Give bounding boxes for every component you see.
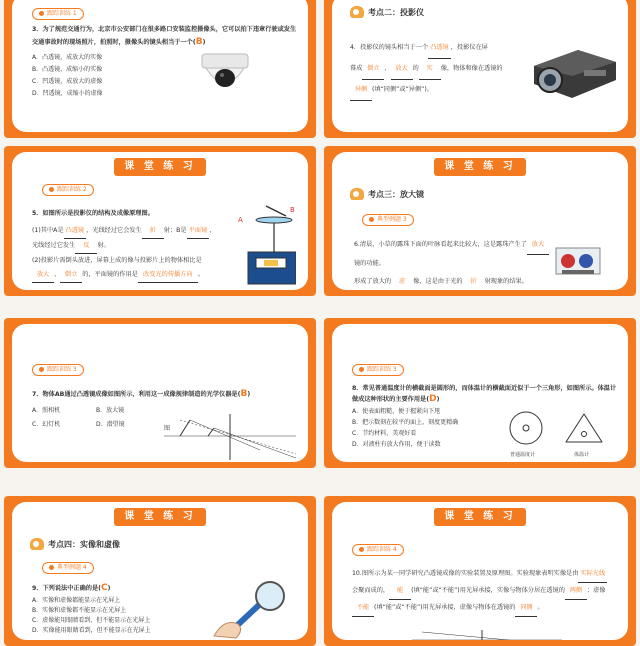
answer-blank: 放大	[527, 236, 549, 255]
lens-ray-diagram	[160, 410, 300, 462]
question-text	[352, 384, 622, 405]
text-run: 形成了放大的	[354, 278, 392, 285]
section-tag: 跟踪训练 1	[32, 8, 84, 20]
projector-image	[528, 36, 620, 106]
answer-blank: 异侧	[350, 80, 372, 101]
answer-blank: 放大	[32, 268, 54, 283]
option-item: A．照相机	[32, 407, 61, 414]
section-heading	[350, 188, 424, 200]
text-run: (2)投影片需倒头放进，屏幕上成的像与投影片上的物体相比是	[32, 257, 202, 264]
text-run: 光线经过它发生	[32, 242, 76, 249]
text-run: (填“同侧”或“异侧”)。	[372, 86, 433, 93]
thermometer-cross-sections	[496, 408, 624, 460]
text-run: 射。	[97, 242, 110, 249]
question-text	[352, 566, 628, 617]
question-body: 9．下列说法中正确的是(	[32, 585, 102, 592]
answer-blank: 实际光线	[578, 566, 607, 583]
section-heading	[30, 538, 120, 550]
question-text	[32, 388, 308, 401]
section-tag: 跟踪训练 2	[42, 184, 94, 196]
answer-blank: 凸透镜	[428, 38, 451, 59]
text-run: ，光线经过它会发生	[86, 227, 142, 234]
magnifier-hand-image	[208, 578, 300, 640]
camera-dome-image	[198, 52, 252, 96]
label-b: B	[290, 206, 295, 214]
heading-text: 考点三：放大镜	[368, 189, 424, 199]
option-list	[352, 406, 458, 450]
answer-blank: 实	[419, 59, 441, 80]
question-body: 8．常见普通温度计的横截面是圆形的，而体温计的横截面近似于一个三角形，如图所示。体温计做成这种形状的主要作用是(	[352, 385, 617, 403]
answer-blank: 倒立	[60, 268, 82, 283]
option-item: D．潜望镜	[96, 421, 125, 428]
text-run: ，投影仪在屏	[450, 44, 488, 51]
text-run: 。	[537, 604, 544, 611]
section-heading	[350, 6, 424, 18]
option-list	[32, 404, 160, 432]
question-close: )	[107, 585, 111, 592]
slide-card	[332, 502, 628, 640]
projector-diagram	[234, 198, 296, 288]
section-tag: 跟踪训练 3	[32, 364, 84, 376]
answer-blank: 不能	[352, 600, 374, 617]
text-run: 、	[54, 271, 61, 278]
question-text	[354, 236, 554, 290]
lightbulb-icon	[350, 188, 364, 200]
question-text	[32, 24, 302, 49]
slide-6[interactable]	[324, 318, 636, 468]
option-item: D．凹透镜，成缩小的虚像	[32, 90, 103, 97]
text-run: ；虚像	[586, 587, 606, 594]
text-run: 像，这是由于光的	[413, 278, 463, 285]
answer-mark: D	[429, 394, 437, 404]
answer-mark: C	[101, 583, 108, 593]
option-item: B．实像和虚像都不能显示在光屏上	[32, 607, 127, 614]
option-item: B．放大镜	[96, 407, 125, 414]
magnifier-image	[554, 244, 602, 278]
question-text	[32, 582, 110, 595]
slide-7[interactable]	[4, 496, 316, 646]
text-run: 、	[384, 65, 391, 72]
option-item: A．凸透镜，成放大的实像	[32, 54, 103, 61]
text-run: 6.清晨，小草的露珠下面的叶脉看起来比较大，这是露珠产生了	[354, 241, 527, 248]
slide-card	[12, 152, 308, 290]
slide-card	[12, 0, 308, 132]
question-body: 7．物体AB通过凸透镜成像如图所示，利用这一成像规律制造的光学仪器是(	[32, 391, 241, 398]
text-run: 射现象的结果。	[484, 278, 528, 285]
section-tag: 典型例题 4	[42, 562, 94, 574]
slide-card	[12, 324, 308, 462]
option-item: C．虚像能用眼睛看到，但不能显示在光屏上	[32, 617, 151, 624]
question-text: 5．如图所示是投影仪的结构及成像原理图。	[32, 210, 154, 217]
answer-blank: 折	[463, 273, 485, 290]
answer-text	[32, 224, 242, 283]
answer-blank: 虚	[391, 273, 413, 290]
lens-setup-diagram	[412, 630, 562, 640]
question-text	[350, 38, 520, 101]
slide-1[interactable]	[4, 0, 316, 138]
answer-blank: 反	[75, 239, 97, 254]
lightbulb-icon	[30, 538, 44, 550]
text-run: (填“能”或“不能”)用光屏承接，实像与物体分居在透镜的	[411, 587, 565, 594]
option-item: B．把示数刻在较平的面上，刻度更精确	[352, 419, 459, 426]
slide-banner: 课 堂 练 习	[114, 508, 206, 526]
slide-3[interactable]	[4, 146, 316, 296]
text-run: 会聚而成的，	[352, 587, 390, 594]
question-body: 3．为了规范交通行为，北京市公安部门在很多路口安装监控摄像头，它可以拍下违章行驶或发生交通事故时的现场照片，拍照时，摄像头的镜头相当于一个(	[32, 26, 297, 46]
text-run: 幕成	[350, 65, 363, 72]
answer-blank: 凸透镜	[64, 224, 87, 239]
answer-blank: 折	[142, 224, 164, 239]
slide-5[interactable]	[4, 318, 316, 468]
answer-mark: B	[240, 389, 248, 399]
text-run: (填“能”或“不能”)用光屏承接，虚像与物体在透镜的	[374, 604, 516, 611]
answer-blank: 两侧	[565, 583, 587, 600]
option-item: D．对液柱有放大作用，便于读数	[352, 441, 441, 448]
answer-blank: 倒立	[362, 59, 384, 80]
option-list	[32, 596, 151, 636]
figure-label: 图	[164, 425, 171, 432]
slide-card	[332, 0, 628, 132]
option-item: A．实像和虚像都能显示在光屏上	[32, 597, 121, 604]
text-run: 10.图所示为某一同学研究凸透镜成像的实验装置及原理图。实验现象表明实像是由	[352, 570, 579, 577]
section-tag: 跟踪训练 4	[352, 544, 404, 556]
heading-text: 考点四：实像和虚像	[48, 539, 120, 549]
slide-4[interactable]	[324, 146, 636, 296]
caption-normal-thermometer: 普通温度计	[510, 452, 536, 458]
answer-blank: 放大	[391, 59, 413, 80]
option-item: C．节约材料，美观好看	[352, 430, 417, 437]
caption-clinical-thermometer: 体温计	[574, 452, 590, 458]
section-tag: 典型例题 3	[362, 214, 414, 226]
slide-card	[332, 324, 628, 462]
option-item: A．使表面粗糙，便于握紧向下甩	[352, 408, 441, 415]
text-run: 镜的功能。	[354, 260, 385, 267]
lightbulb-icon	[350, 6, 364, 18]
heading-text: 考点二：投影仪	[368, 7, 424, 17]
slide-banner: 课 堂 练 习	[114, 158, 206, 176]
question-close: )	[436, 396, 440, 403]
slide-card	[12, 502, 308, 640]
answer-blank: 同侧	[515, 600, 537, 617]
answer-blank: 平面镜	[187, 224, 210, 239]
text-run: 。	[197, 271, 205, 278]
option-list	[32, 52, 103, 100]
answer-mark: B	[195, 37, 203, 47]
text-run: 的	[412, 65, 419, 72]
text-run: (1)其中A是	[32, 227, 64, 234]
slide-banner: 课 堂 练 习	[434, 508, 526, 526]
text-run: 射；B是	[163, 227, 187, 234]
option-item: C．幻灯机	[32, 421, 61, 428]
label-a: A	[238, 216, 243, 224]
section-tag: 跟踪训练 3	[352, 364, 404, 376]
slide-card	[332, 152, 628, 290]
slide-banner: 课 堂 练 习	[434, 158, 526, 176]
answer-blank: 改变光的传播方向	[138, 268, 198, 283]
question-close: )	[247, 391, 251, 398]
text-run: 4．投影仪的镜头相当于一个	[350, 44, 429, 51]
option-item: D．实像能用眼睛看到，但不能显示在光屏上	[32, 627, 151, 634]
slide-2[interactable]	[324, 0, 636, 138]
text-run: 像，物体和像在透镜的	[440, 65, 503, 72]
slide-8[interactable]	[324, 496, 636, 646]
text-run: 的，平面镜的作用是	[82, 271, 138, 278]
answer-blank: 能	[389, 583, 411, 600]
option-item: B．凸透镜，成缩小的实像	[32, 66, 103, 73]
option-item: C．凹透镜，成放大的虚像	[32, 78, 103, 85]
text-run: ，	[209, 227, 216, 234]
question-close: )	[202, 39, 206, 46]
